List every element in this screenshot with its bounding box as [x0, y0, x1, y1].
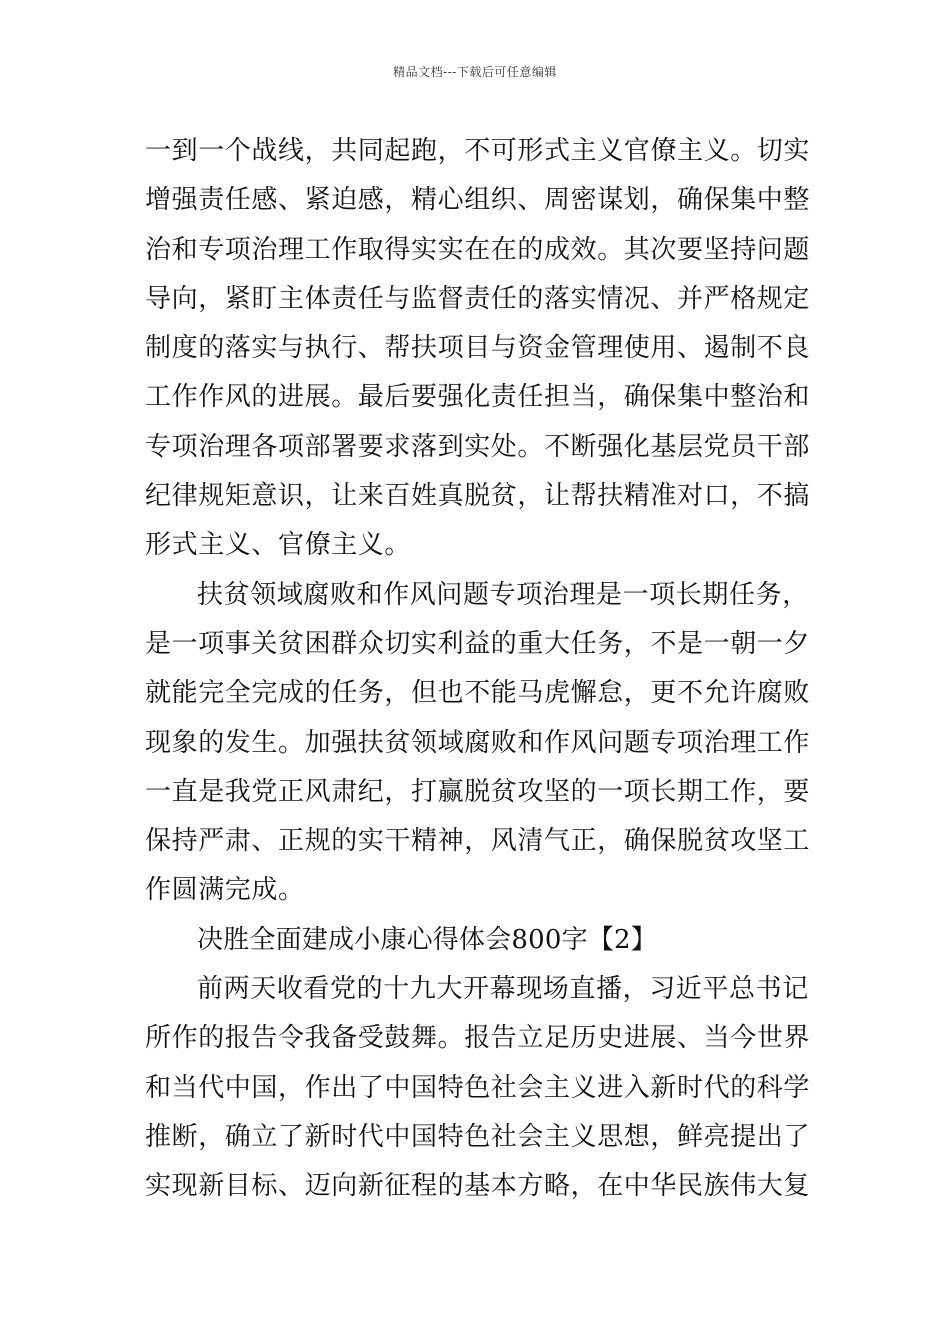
text-line: 一到一个战线，共同起跑，不可形式主义官僚主义。切实	[145, 136, 811, 166]
text-line: 一直是我党正风肃纪，打赢脱贫攻坚的一项长期工作，要	[145, 776, 811, 807]
text-line: 保持严肃、正规的实干精神，风清气正，确保脱贫攻坚工	[145, 826, 811, 857]
text-line-indented: 扶贫领域腐败和作风问题专项治理是一项长期任务，	[197, 579, 809, 610]
text-line: 所作的报告令我备受鼓舞。报告立足历史进展、当今世界	[145, 1023, 811, 1054]
text-line: 就能完全完成的任务，但也不能马虎懈怠，更不允许腐败	[145, 678, 811, 709]
page-header: 精品文档---下载后可任意编辑	[393, 65, 557, 79]
text-line: 纪律规矩意识，让来百姓真脱贫，让帮扶精准对口，不搞	[145, 481, 811, 512]
text-line: 是一项事关贫困群众切实利益的重大任务，不是一朝一夕	[145, 628, 811, 659]
section-heading: 决胜全面建成小康心得体会800字【2】	[197, 924, 657, 955]
text-line-indented: 前两天收看党的十九大开幕现场直播，习近平总书记	[197, 974, 809, 1005]
text-line: 和当代中国，作出了中国特色社会主义进入新时代的科学	[145, 1072, 811, 1103]
text-line: 专项治理各项部署要求落到实处。不断强化基层党员干部	[145, 431, 811, 462]
text-line: 工作作风的进展。最后要强化责任担当，确保集中整治和	[145, 382, 811, 413]
text-line: 作圆满完成。	[145, 875, 305, 906]
document-body	[145, 127, 810, 1212]
text-line: 实现新目标、迈向新征程的基本方略，在中华民族伟大复	[145, 1171, 811, 1202]
text-line: 形式主义、官僚主义。	[145, 530, 412, 561]
text-line: 现象的发生。加强扶贫领域腐败和作风问题专项治理工作	[145, 727, 811, 758]
text-line: 治和专项治理工作取得实实在在的成效。其次要坚持问题	[145, 234, 811, 265]
text-line: 制度的落实与执行、帮扶项目与资金管理使用、遏制不良	[145, 333, 811, 364]
text-line: 导向，紧盯主体责任与监督责任的落实情况、并严格规定	[145, 283, 811, 314]
text-line: 增强责任感、紧迫感，精心组织、周密谋划，确保集中整	[145, 185, 811, 216]
text-line: 推断，确立了新时代中国特色社会主义思想，鲜亮提出了	[145, 1121, 811, 1152]
